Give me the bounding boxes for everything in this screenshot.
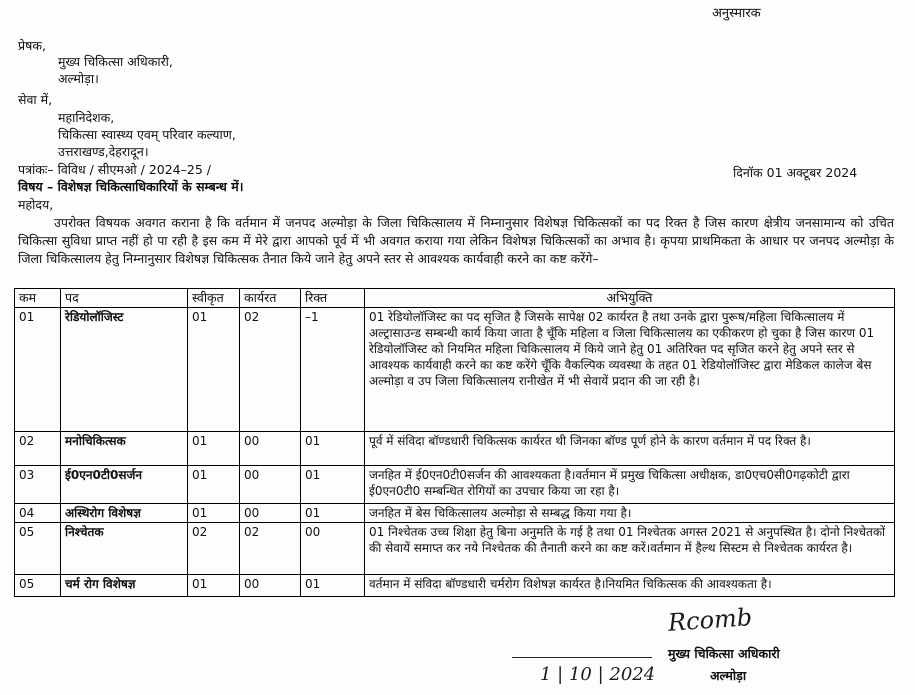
- specialist-table: [14, 288, 895, 597]
- row-sanctioned: 01: [188, 504, 240, 523]
- row-vacant: 01: [301, 466, 365, 504]
- signature-underline: [512, 657, 652, 658]
- row-sn: 05: [15, 575, 61, 597]
- to-designation: महानिदेशक,: [58, 110, 115, 125]
- salutation: महोदय,: [18, 197, 54, 212]
- subject-line: विषय – विशेषज्ञ चिकित्साधिकारियों के सम्बन्ध में।: [18, 179, 244, 194]
- row-sanctioned: 01: [188, 466, 240, 504]
- header-vacant: रिक्त: [301, 289, 365, 308]
- from-designation: मुख्य चिकित्सा अधिकारी,: [58, 54, 173, 69]
- table-row: [15, 432, 895, 466]
- header-sn: कम: [15, 289, 61, 308]
- letter-number: पत्रांकः– विविध / सीएमओ / 2024–25 /: [18, 162, 211, 177]
- row-working: 02: [240, 308, 301, 432]
- row-remark: वर्तमान में संविदा बॉण्डधारी चर्मरोग विशेषज्ञ कार्यरत है।नियमित चिकित्सक की आवश्यकता है।: [365, 575, 895, 597]
- from-place: अल्मोड़ा।: [58, 71, 99, 86]
- row-sanctioned: 02: [188, 523, 240, 575]
- row-working: 00: [240, 466, 301, 504]
- header-remark: अभियुक्ति: [365, 289, 895, 308]
- table-row: [15, 575, 895, 597]
- row-post: मनोचिकित्सक: [61, 432, 188, 466]
- row-vacant: –1: [301, 308, 365, 432]
- table-header-row: [15, 289, 895, 308]
- row-working: 02: [240, 523, 301, 575]
- signatory-designation: मुख्य चिकित्सा अधिकारी: [668, 646, 780, 661]
- header-working: कार्यरत: [240, 289, 301, 308]
- table-row: [15, 523, 895, 575]
- row-remark: जनहित में बेस चिकित्सालय अल्मोड़ा से सम्बद्ध किया गया है।: [365, 504, 895, 523]
- row-working: 00: [240, 504, 301, 523]
- table-row: [15, 308, 895, 432]
- row-sn: 03: [15, 466, 61, 504]
- table-row: [15, 466, 895, 504]
- signatory-place: अल्मोड़ा: [710, 668, 747, 683]
- to-label: सेवा में,: [18, 92, 53, 107]
- row-sanctioned: 01: [188, 575, 240, 597]
- row-post: अस्थिरोग विशेषज्ञ: [61, 504, 188, 523]
- row-vacant: 01: [301, 575, 365, 597]
- letter-date: दिनॉक 01 अक्टूबर 2024: [733, 165, 858, 180]
- table-row: [15, 504, 895, 523]
- row-remark: पूर्व में संविदा बॉण्डधारी चिकित्सक कार्यरत थी जिनका बॉण्ड पूर्ण होने के कारण वर्तमान में पद रिक्त है।: [365, 432, 895, 466]
- row-sn: 01: [15, 308, 61, 432]
- header-post: पद: [61, 289, 188, 308]
- to-place: उत्तराखण्ड,देहरादून।: [58, 144, 149, 159]
- header-sanctioned: स्वीकृत: [188, 289, 240, 308]
- body-paragraph: उपरोक्त विषयक अवगत कराना है कि वर्तमान में जनपद अल्मोड़ा के जिला चिकित्सालय में निम्नानुसार विशेषज्ञ चिकित्सकों का पद रिक्त है जिस कारण क्षेत्रीय जनसामान्य को उचित चिकित्सा सुविधा प्राप्त नहीं हो पा रही है इस कम में मेरे द्वारा आपको पूर्व में भी अवगत कराया गया लेकिन विशेषज्ञ चिकित्सकों का अभाव है। कृपया प्राथमिकता के आधार पर जनपद अल्मोड़ा के जिला चिकित्सालय हेतु निम्नानुसार विशेषज्ञ चिकित्सक तैनात किये जाने हेतु अपने स्तर से आवश्यक कार्यवाही करने का कष्ट करेंगे–: [18, 215, 894, 266]
- row-remark: जनहित में ई0एन0टी0सर्जन की आवश्यकता है।वर्तमान में प्रमुख चिकित्सा अधीक्षक, डा0एच0सी0गढ़कोटी द्वारा ई0एन0टी0 सम्बन्धित रोगियों का उपचार किया जा रहा है।: [365, 466, 895, 504]
- row-post: निश्चेतक: [61, 523, 188, 575]
- row-vacant: 00: [301, 523, 365, 575]
- row-post: चर्म रोग विशेषज्ञ: [61, 575, 188, 597]
- row-sn: 05: [15, 523, 61, 575]
- row-sanctioned: 01: [188, 432, 240, 466]
- row-vacant: 01: [301, 504, 365, 523]
- row-vacant: 01: [301, 432, 365, 466]
- row-post: रेडियोलॉजिस्ट: [61, 308, 188, 432]
- row-sanctioned: 01: [188, 308, 240, 432]
- row-sn: 02: [15, 432, 61, 466]
- handwritten-date: 1 | 10 | 2024: [540, 664, 656, 685]
- to-department: चिकित्सा स्वास्थ्य एवम् परिवार कल्याण,: [58, 127, 236, 142]
- row-working: 00: [240, 575, 301, 597]
- row-sn: 04: [15, 504, 61, 523]
- from-label: प्रेषक,: [18, 38, 46, 53]
- reminder-label: अनुस्मारक: [712, 6, 761, 21]
- row-post: ई0एन0टी0सर्जन: [61, 466, 188, 504]
- row-remark: 01 निश्चेतक उच्च शिक्षा हेतु बिना अनुमति के गई है तथा 01 निश्चेतक अगस्त 2021 से अनुपस्थित है। दोनो निश्चेतकों की सेवायें समाप्त कर नये निश्चेतक की तैनाती करने का कष्ट करें।वर्तमान में हैल्थ सिस्टम से निश्चेतक कार्यरत है।: [365, 523, 895, 575]
- signature-scrawl: Rcomb: [667, 603, 753, 637]
- row-working: 00: [240, 432, 301, 466]
- row-remark: 01 रेडियोलॉजिस्ट का पद सृजित है जिसके सापेक्ष 02 कार्यरत है तथा उनके द्वारा पुरूष/महिला चिकित्सालय में अल्ट्रासाउन्ड सम्बन्धी कार्य किया जाता है चूँकि महिला व जिला चिकित्सालय का एकीकरण हो चुका है जिस कारण 01 रेडियोलॉजिस्ट को नियमित महिला चिकित्सालय में किये जाने हेतु 01 अतिरिक्त पद सृजित करने हेतु अपने स्तर से आवश्यक कार्यवाही करने का कष्ट करेंगे चूँकि वैकल्पिक व्यवस्था के तहत 01 रेडियोलॉजिस्ट द्वारा मेडिकल कालेज बेस अल्मोड़ा व उप जिला चिकित्सालय रानीखेत में भी सेवायें प्रदान की जा रही है।: [365, 308, 895, 432]
